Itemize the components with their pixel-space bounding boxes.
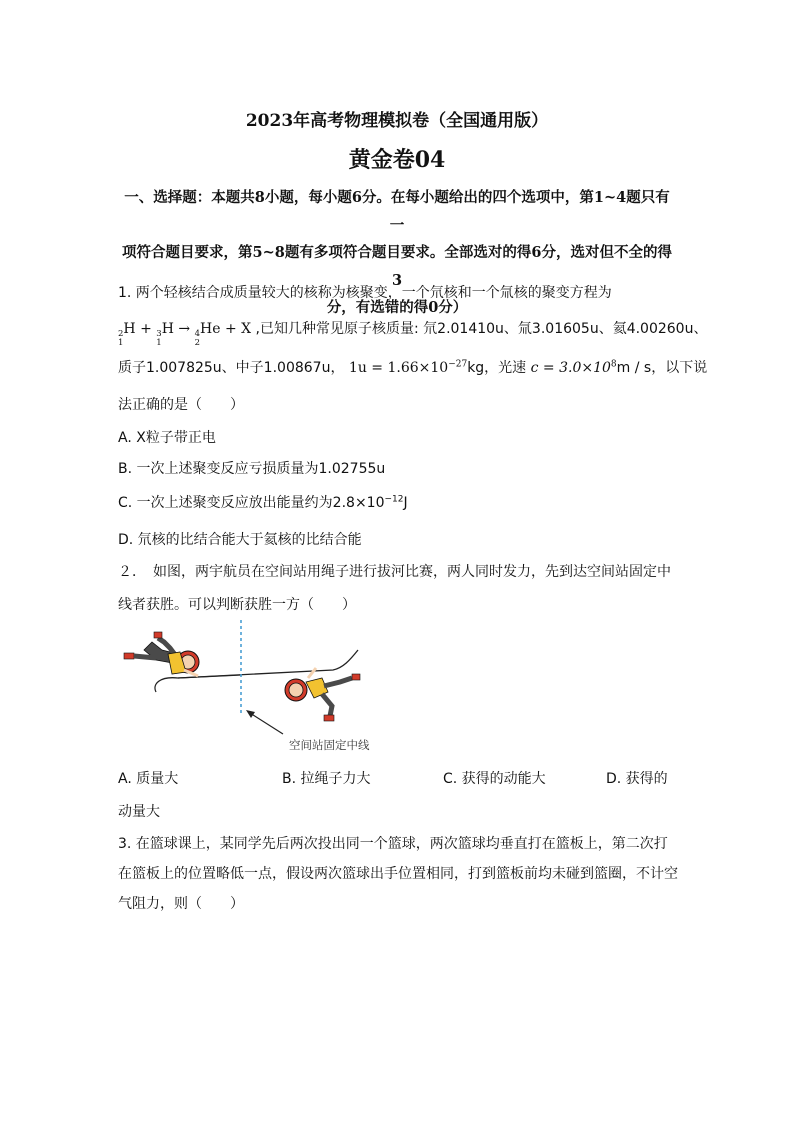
section-line-2: 项符合题目要求，第5~8题有多项符合题目要求。全部选对的得6分，选对但不全的得3 [122, 244, 672, 289]
astronaut-right [285, 668, 360, 721]
arrow-head [246, 710, 255, 718]
exam-title: 2023年高考物理模拟卷（全国通用版） [245, 111, 549, 131]
q1-option-c[interactable]: C. 一次上述聚变反应放出能量约为$2.8\times 10^{-12}J$ [118, 494, 408, 511]
q2-option-a[interactable]: A. 质量大 [118, 771, 179, 787]
face-right [289, 683, 303, 697]
q3-stem-line-1: 3. 在篮球课上，某同学先后两次投出同一个篮球，两次篮球均垂直打在篮板上，第二次打 [118, 836, 668, 852]
leg-lower-left [134, 656, 156, 658]
q2-option-c[interactable]: C. 获得的动能大 [443, 771, 546, 787]
q1-kg-text: kg，光速 [467, 360, 527, 376]
leg-right-1 [324, 678, 352, 686]
exam-subtitle: 黄金卷04 [348, 147, 446, 173]
q1-particle-masses: 质子1.007825u、中子1.00867u， [118, 360, 345, 376]
q1-light-speed: $c = 3.0\times 10^8$ [530, 359, 617, 376]
section-line-3: 分，有选错的得0分） [326, 299, 468, 316]
q1-equation-line [118, 318, 707, 348]
caption-arrow [250, 713, 283, 734]
q1-masses-text: ,已知几种常见原子核质量: 氘2.01410u、氚3.01605u、氦4.00260u、 [255, 321, 708, 337]
figure-caption: 空间站固定中线 [289, 738, 370, 752]
q3-stem-line-3: 气阻力，则（ ） [118, 896, 244, 912]
q3-stem-line-2: 在篮板上的位置略低一点，假设两次篮球出手位置相同，打到篮板前均未碰到篮圈，不计空 [118, 866, 678, 882]
q1-option-a[interactable]: A. X粒子带正电 [118, 430, 216, 446]
shoe-right-2 [324, 715, 334, 721]
shoe-right-1 [352, 674, 360, 680]
q1-line3-tail: m / s，以下说 [616, 360, 708, 376]
q2-option-d-continued: 动量大 [118, 804, 160, 820]
q1-stem-line-1: 1. 两个轻核结合成质量较大的核称为核聚变，一个氘核和一个氚核的聚变方程为 [118, 285, 612, 301]
rope-segment [178, 675, 241, 678]
astronaut-left [124, 632, 199, 676]
q2-option-b[interactable]: B. 拉绳子力大 [282, 771, 371, 787]
shoe-left-2 [124, 653, 134, 659]
leg-right-2 [322, 694, 332, 716]
q1-option-b[interactable]: B. 一次上述聚变反应亏损质量为1.02755u [118, 461, 386, 477]
q2-stem-line-2: 线者获胜。可以判断获胜一方（ ） [118, 597, 356, 613]
fusion-equation: 2 1 H + 3 1 H → 4 2 He + X [118, 321, 252, 348]
q1-line-3 [118, 357, 707, 377]
section-line-1: 一、选择题：本题共8小题，每小题6分。在每小题给出的四个选项中，第1~4题只有一 [124, 189, 670, 234]
q1-unit-definition: $1u = 1.66\times 10^{-27}$ [348, 359, 468, 376]
q1-stem-line-4: 法正确的是（ ） [118, 397, 244, 413]
q2-option-d[interactable]: D. 获得的 [606, 771, 668, 787]
q1-option-d[interactable]: D. 氘核的比结合能大于氦核的比结合能 [118, 532, 362, 548]
arm-right [308, 668, 316, 678]
q2-stem-line-1: ２． 如图，两宇航员在空间站用绳子进行拔河比赛，两人同时发力，先到达空间站固定中 [118, 564, 671, 580]
shoe-left-1 [154, 632, 162, 638]
